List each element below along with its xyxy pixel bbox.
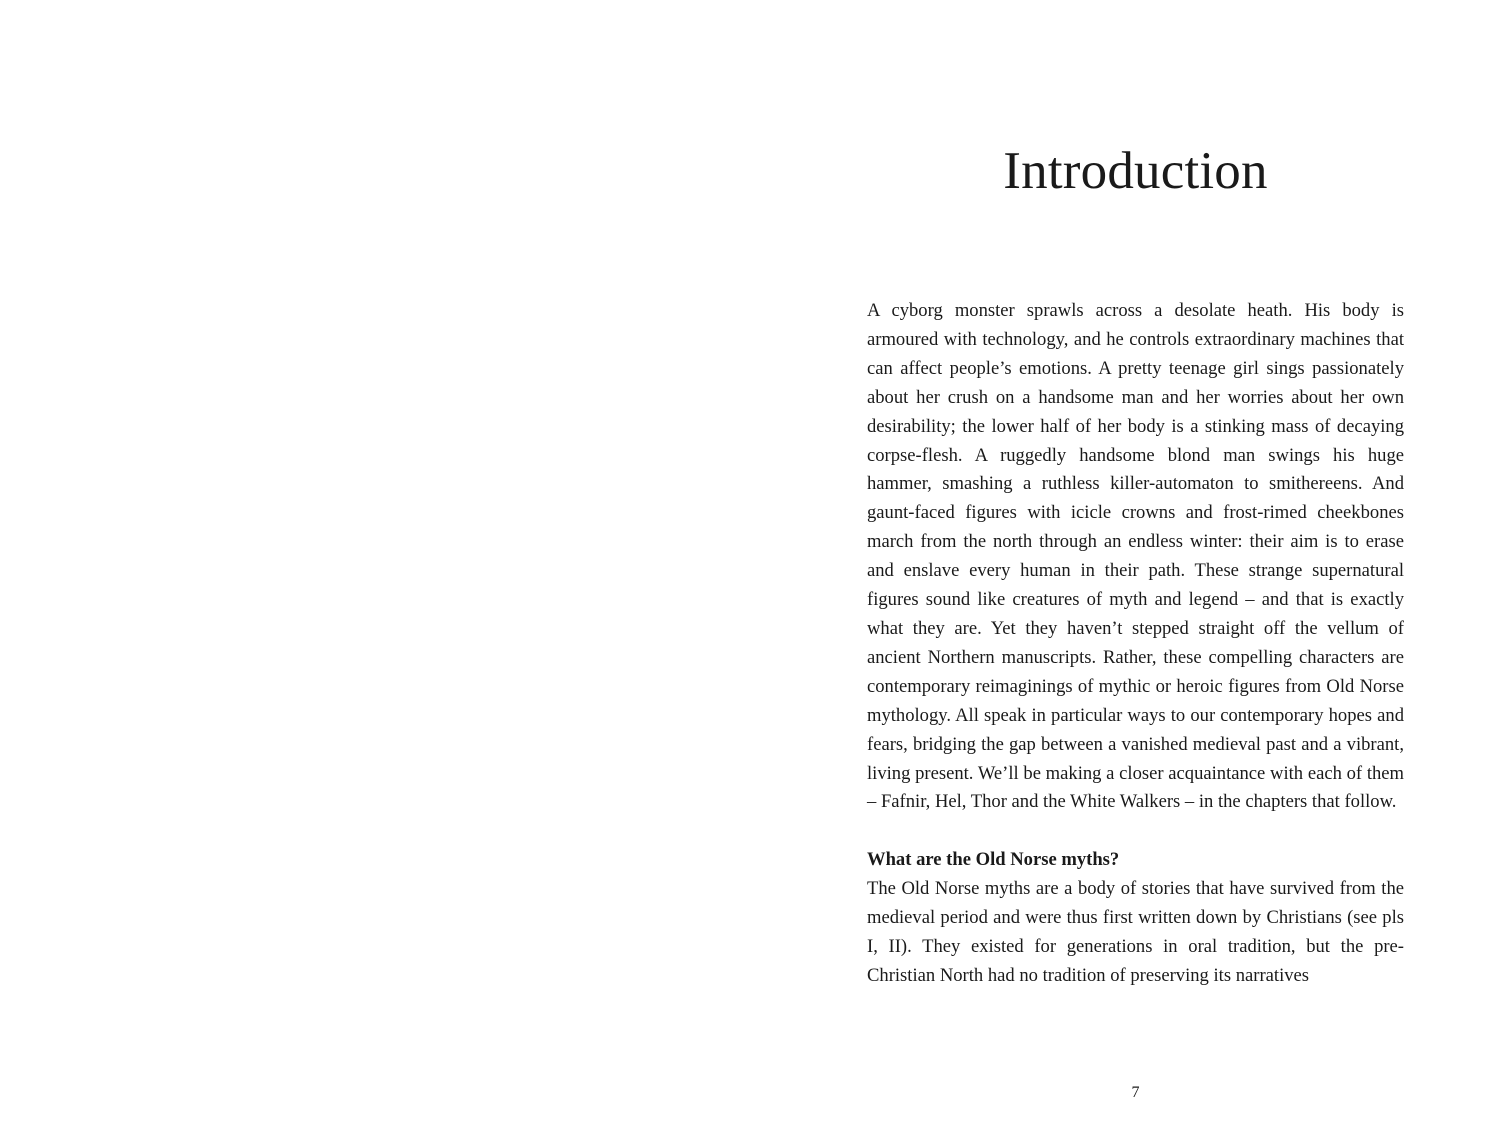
- page-number: 7: [1131, 1084, 1140, 1101]
- section-heading: What are the Old Norse myths?: [867, 849, 1120, 871]
- section-paragraph: The Old Norse myths are a body of stories that have survived from the medieval period and were thus first written down by Christians (see pls I, II). They existed for generations in oral tradition, but the pre-Christian North had no tradition of preserving its narratives: [867, 878, 1404, 986]
- body-text: [867, 297, 1404, 991]
- chapter-title: Introduction: [1003, 142, 1268, 200]
- right-page: [750, 0, 1500, 1148]
- intro-paragraph: A cyborg monster sprawls across a desolate heath. His body is armoured with technology, and he controls extraordinary machines that can affect people’s emotions. A pretty teenage girl sings passionately about her crush on a handsome man and her worries about her own desirability; the lower half of her body is a stinking mass of decaying corpse-flesh. A ruggedly handsome blond man swings his huge hammer, smashing a ruthless killer-automaton to smithereens. And gaunt-faced figures with icicle crowns and frost-rimed cheekbones march from the north through an endless winter: their aim is to erase and enslave every human in their path. These strange supernatural figures sound like creatures of myth and legend – and that is exactly what they are. Yet they haven’t stepped straight off the vellum of ancient Northern manuscripts. Rather, these compelling characters are contemporary reimaginings of mythic or heroic figures from Old Norse mythology. All speak in particular ways to our contemporary hopes and fears, bridging the gap between a vanished medieval past and a vibrant, living present. We’ll be making a closer acquaintance with each of them – Fafnir, Hel, Thor and the White Walkers – in the chapters that follow.: [867, 300, 1404, 813]
